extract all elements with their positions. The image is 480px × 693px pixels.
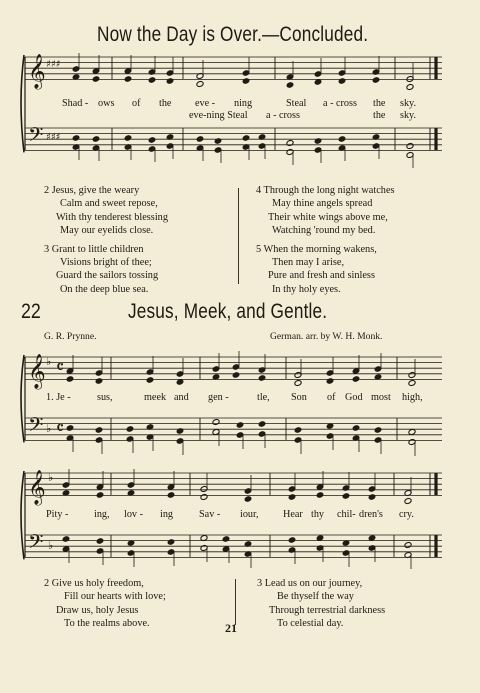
verse-block-right	[256, 184, 395, 296]
hymn-title: Jesus, Meek, and Gentle.	[128, 300, 328, 323]
lyric-syllable: 1. Je -	[46, 392, 71, 403]
lyric-syllable: ows	[98, 98, 115, 109]
composer-credit: German. arr. by W. H. Monk.	[270, 331, 383, 342]
notehead	[96, 492, 104, 499]
key-signature-icon: ♭	[46, 422, 52, 435]
notehead	[352, 376, 360, 383]
verse-block-left	[44, 184, 168, 296]
verse-line: Their white wings above me,	[268, 211, 388, 223]
notehead	[66, 425, 74, 432]
verse-number: 3	[44, 243, 50, 255]
verse-line: Visions bright of thee;	[60, 257, 152, 269]
notehead	[124, 76, 132, 83]
lyric-syllable: a - cross	[266, 110, 300, 121]
notehead	[342, 493, 350, 500]
lyric-syllable: of	[132, 98, 141, 109]
notehead	[96, 538, 104, 545]
lyric-syllable: high,	[402, 392, 423, 403]
lyric-syllable: ning	[234, 98, 253, 109]
verse-line: Through the long night watches	[263, 185, 395, 196]
key-signature-icon: ♭	[48, 539, 54, 552]
notehead	[95, 378, 103, 385]
notehead	[196, 136, 204, 143]
notehead	[368, 494, 376, 501]
lyric-syllable: and	[174, 392, 189, 403]
verse-line: When the morning wakens,	[263, 243, 377, 255]
notehead	[286, 82, 294, 89]
brace	[21, 471, 24, 559]
notehead	[212, 419, 220, 426]
verse-line: Be thyself the way	[277, 591, 354, 603]
notehead	[326, 378, 334, 385]
lyric-syllable: gen -	[208, 392, 229, 403]
notehead	[258, 421, 266, 428]
notehead	[236, 422, 244, 429]
lyric-syllable: ing	[160, 509, 174, 520]
notehead	[92, 76, 100, 83]
verse	[44, 243, 168, 297]
lyric-syllable: chil-	[337, 509, 356, 520]
notehead	[408, 380, 416, 387]
notehead	[294, 427, 302, 434]
lyric-syllable: thy	[311, 509, 325, 520]
time-signature-icon: 𝄴	[56, 357, 65, 378]
verse-line: Draw us, holy Jesus	[56, 604, 139, 616]
verse-line: In thy holy eyes.	[272, 283, 341, 295]
notehead	[316, 492, 324, 499]
page-number: 21	[225, 621, 237, 635]
verse-block-right	[257, 577, 385, 631]
lyric-syllable: lov -	[124, 509, 143, 520]
notehead	[338, 78, 346, 85]
lyric-syllable: iour,	[240, 509, 259, 520]
lyric-syllable: tle,	[257, 392, 270, 403]
notehead	[242, 135, 250, 142]
notehead	[294, 380, 302, 387]
lyric-syllable: eve -	[195, 98, 216, 109]
lyric-syllable: Pity -	[46, 509, 69, 520]
lyric-syllable: Steal	[286, 98, 307, 109]
verse-line: May thine angels spread	[272, 198, 373, 210]
verse-number: 2	[44, 578, 50, 589]
lyric-syllable: most	[371, 392, 391, 403]
treble-clef-icon: 𝄞	[28, 470, 46, 505]
brace	[21, 355, 24, 442]
verse-line: Through terrestrial darkness	[269, 604, 386, 616]
notehead	[406, 84, 414, 91]
notehead	[288, 494, 296, 501]
lyric-syllable: cry.	[399, 509, 414, 520]
hymn-title: Now the Day is Over.—Concluded.	[97, 23, 369, 46]
bass-clef-icon: 𝄢	[28, 123, 44, 151]
verse-number: 4	[256, 185, 262, 196]
notehead	[374, 427, 382, 434]
verse-line: Guard the sailors tossing	[56, 270, 159, 282]
lyric-syllable: of	[327, 392, 336, 403]
treble-clef-icon: 𝄞	[28, 54, 46, 89]
lyric-syllable: eve-ning Steal	[189, 110, 248, 121]
verse-line: May our eyelids close.	[60, 225, 154, 237]
notehead	[338, 136, 346, 143]
notehead	[200, 494, 208, 501]
verse-line: To the realms above.	[64, 618, 150, 630]
verse-line: Jesus, give the weary	[51, 185, 140, 196]
notehead	[404, 498, 412, 505]
lyric-syllable: sky.	[400, 110, 417, 121]
key-signature-icon: ♭	[48, 471, 54, 484]
notehead	[72, 135, 80, 142]
lyric-syllable: meek	[144, 392, 167, 403]
notehead	[124, 135, 132, 142]
notehead	[404, 542, 412, 549]
lyric-syllable: the	[159, 98, 172, 109]
notehead	[406, 143, 414, 150]
time-signature-icon: 𝄴	[56, 418, 65, 439]
notehead	[148, 137, 156, 144]
key-signature-icon: ♭	[46, 355, 52, 368]
verse-block-left	[44, 577, 166, 631]
notehead	[214, 138, 222, 145]
verse	[44, 184, 168, 238]
notehead	[66, 376, 74, 383]
treble-clef-icon: 𝄞	[28, 354, 46, 389]
notehead	[352, 425, 360, 432]
lyric-syllable: sus,	[97, 392, 113, 403]
bass-clef-icon: 𝄢	[28, 530, 44, 558]
verse-line: With thy tenderest blessing	[56, 211, 168, 223]
author-credit: G. R. Prynne.	[44, 331, 97, 342]
notehead	[222, 536, 230, 543]
lyric-syllable: God	[345, 392, 363, 403]
key-signature-icon: ♯♯♯	[46, 59, 61, 70]
verse-line: Grant to little children	[51, 243, 144, 255]
notehead	[286, 140, 294, 147]
notehead	[92, 136, 100, 143]
verse-line: Then may I arise,	[272, 257, 345, 269]
lyric-syllable: Sav -	[199, 509, 221, 520]
verse-divider	[235, 579, 236, 625]
lyric-syllable: a - cross	[323, 98, 357, 109]
verse	[256, 243, 395, 297]
lyric-syllable: sky.	[400, 98, 417, 109]
verse-number: 3	[257, 578, 263, 589]
verse	[256, 184, 395, 238]
key-signature-icon: ♯♯♯	[46, 132, 61, 143]
lyric-syllable: the	[373, 110, 386, 121]
notehead	[146, 377, 154, 384]
verse-line: Give us holy freedom,	[51, 578, 144, 589]
notehead	[126, 426, 134, 433]
bass-clef-icon: 𝄢	[28, 413, 44, 441]
verse-line: To celestial day.	[277, 618, 344, 630]
lyric-syllable: Son	[291, 392, 307, 403]
notehead	[258, 375, 266, 382]
verse-line: Lead us on our journey,	[264, 578, 363, 589]
hymn-number: 22	[21, 300, 41, 323]
verse-line: Watching 'round my bed.	[272, 225, 376, 237]
notehead	[176, 428, 184, 435]
notehead	[148, 77, 156, 84]
lyric-syllable: the	[373, 98, 386, 109]
verse-line: Pure and fresh and sinless	[268, 270, 375, 282]
notehead	[314, 138, 322, 145]
lyric-syllable: dren's	[359, 509, 383, 520]
lyric-syllable: Hear	[283, 509, 303, 520]
notehead	[288, 537, 296, 544]
notehead	[242, 78, 250, 85]
notehead	[95, 427, 103, 434]
verse-line: Fill our hearts with love;	[64, 591, 166, 603]
lyric-syllable: Shad -	[62, 98, 89, 109]
notehead	[196, 81, 204, 88]
notehead	[62, 536, 70, 543]
notehead	[408, 429, 416, 436]
notehead	[166, 78, 174, 85]
verse-line: On the deep blue sea.	[60, 283, 149, 295]
notehead	[167, 539, 175, 546]
notehead	[232, 372, 240, 379]
verse-number: 5	[256, 243, 262, 255]
notehead	[372, 77, 380, 84]
notehead	[244, 496, 252, 503]
notehead	[167, 492, 175, 499]
brace	[21, 55, 24, 152]
verse-line: Calm and sweet repose,	[60, 198, 158, 210]
verse-number: 2	[44, 185, 50, 196]
verse-divider	[238, 188, 239, 284]
lyric-syllable: ing,	[94, 509, 110, 520]
